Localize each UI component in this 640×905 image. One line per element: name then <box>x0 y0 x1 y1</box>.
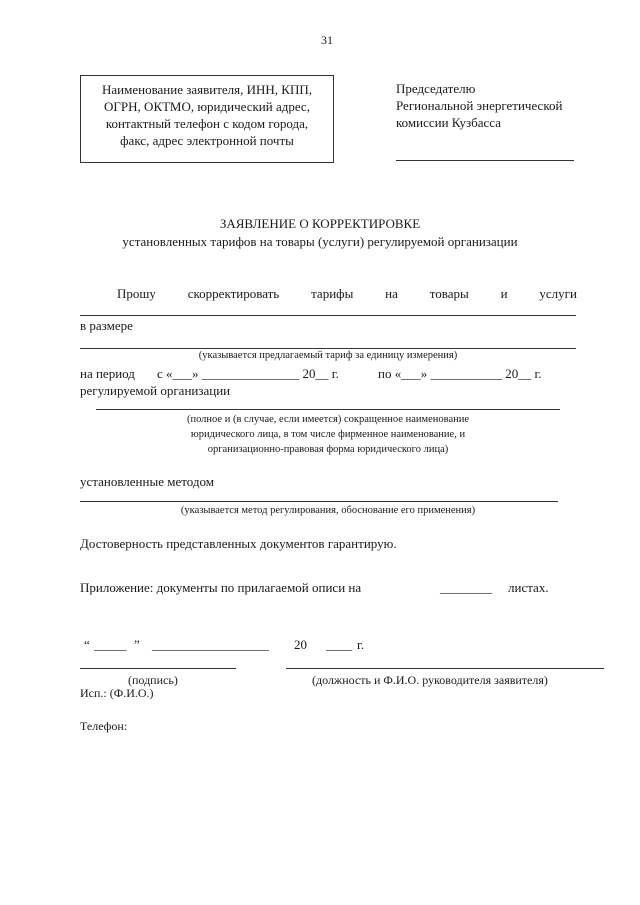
attachment-unit: листах. <box>508 580 549 595</box>
date-year-suffix: г. <box>357 637 365 652</box>
signature-hint: (подпись) <box>128 673 178 687</box>
addressee-block <box>396 80 562 131</box>
word-correct: скорректировать <box>187 286 280 301</box>
date-close-quote: ” <box>134 637 140 652</box>
tariff-fill-line <box>80 348 576 349</box>
document-subtitle: установленных тарифов на товары (услуги) регулируемой организации <box>122 234 518 249</box>
addressee-line-2: Региональной энергетической <box>396 98 563 113</box>
in-amount-label: в размере <box>80 318 133 333</box>
word-tariffs: тарифы <box>311 286 354 301</box>
applicant-info-box <box>80 75 334 163</box>
word-services: услуги <box>539 286 577 301</box>
period-label: на период <box>80 366 135 381</box>
applicant-line-4: факс, адрес электронной почты <box>120 133 294 148</box>
executor-label: Исп.: (Ф.И.О.) <box>80 686 154 700</box>
org-name-fill-line <box>96 409 560 410</box>
word-na: на <box>385 286 398 301</box>
method-fill-line <box>80 501 558 502</box>
word-i: и <box>500 286 508 301</box>
attachment-label: Приложение: документы по прилагаемой описи на <box>80 580 362 595</box>
period-from: с «___» _______________ 20__ г. <box>157 366 339 381</box>
date-year-prefix: 20 <box>294 637 307 652</box>
date-open-quote: “ <box>84 637 90 652</box>
request-sentence <box>117 286 577 302</box>
regulated-org-label: регулируемой организации <box>80 383 231 398</box>
position-name-hint: (должность и Ф.И.О. руководителя заявителя) <box>312 673 548 687</box>
org-hint-line-1: (полное и (в случае, если имеется) сокращенное наименование <box>186 414 470 425</box>
phone-label: Телефон: <box>80 719 128 733</box>
date-month-blank: __________________ <box>152 637 269 652</box>
method-hint: (указывается метод регулирования, обоснование его применения) <box>180 505 476 516</box>
page-number: 31 <box>321 33 333 47</box>
word-goods: товары <box>429 286 469 301</box>
period-to: по «___» ___________ 20__ г. <box>378 366 542 381</box>
applicant-line-3: контактный телефон с кодом города, <box>105 116 309 131</box>
date-year-blank: ____ <box>326 637 352 652</box>
org-name-hint <box>80 412 576 457</box>
addressee-line-1: Председателю <box>396 81 476 96</box>
date-day-blank: _____ <box>94 637 127 652</box>
attachment-sheets-blank: ________ <box>440 580 492 595</box>
guarantee-statement: Достоверность представленных документов гарантирую. <box>80 536 397 551</box>
services-fill-line <box>80 315 576 316</box>
applicant-line-2: ОГРН, ОКТМО, юридический адрес, <box>104 99 310 114</box>
applicant-line-1: Наименование заявителя, ИНН, КПП, <box>102 82 312 97</box>
document-title: ЗАЯВЛЕНИЕ О КОРРЕКТИРОВКЕ <box>219 216 421 231</box>
org-hint-line-2: юридического лица, в том числе фирменное наименование, и <box>190 429 466 440</box>
addressee-name-line <box>396 160 574 161</box>
word-proshu: Прошу <box>117 286 156 301</box>
signature-line <box>80 668 236 669</box>
method-label: установленные методом <box>80 474 214 489</box>
tariff-hint: (указывается предлагаемый тариф за единицу измерения) <box>198 350 458 361</box>
addressee-line-3: комиссии Кузбасса <box>396 115 501 130</box>
position-name-line <box>286 668 604 669</box>
org-hint-line-3: организационно-правовая форма юридического лица) <box>207 444 449 455</box>
